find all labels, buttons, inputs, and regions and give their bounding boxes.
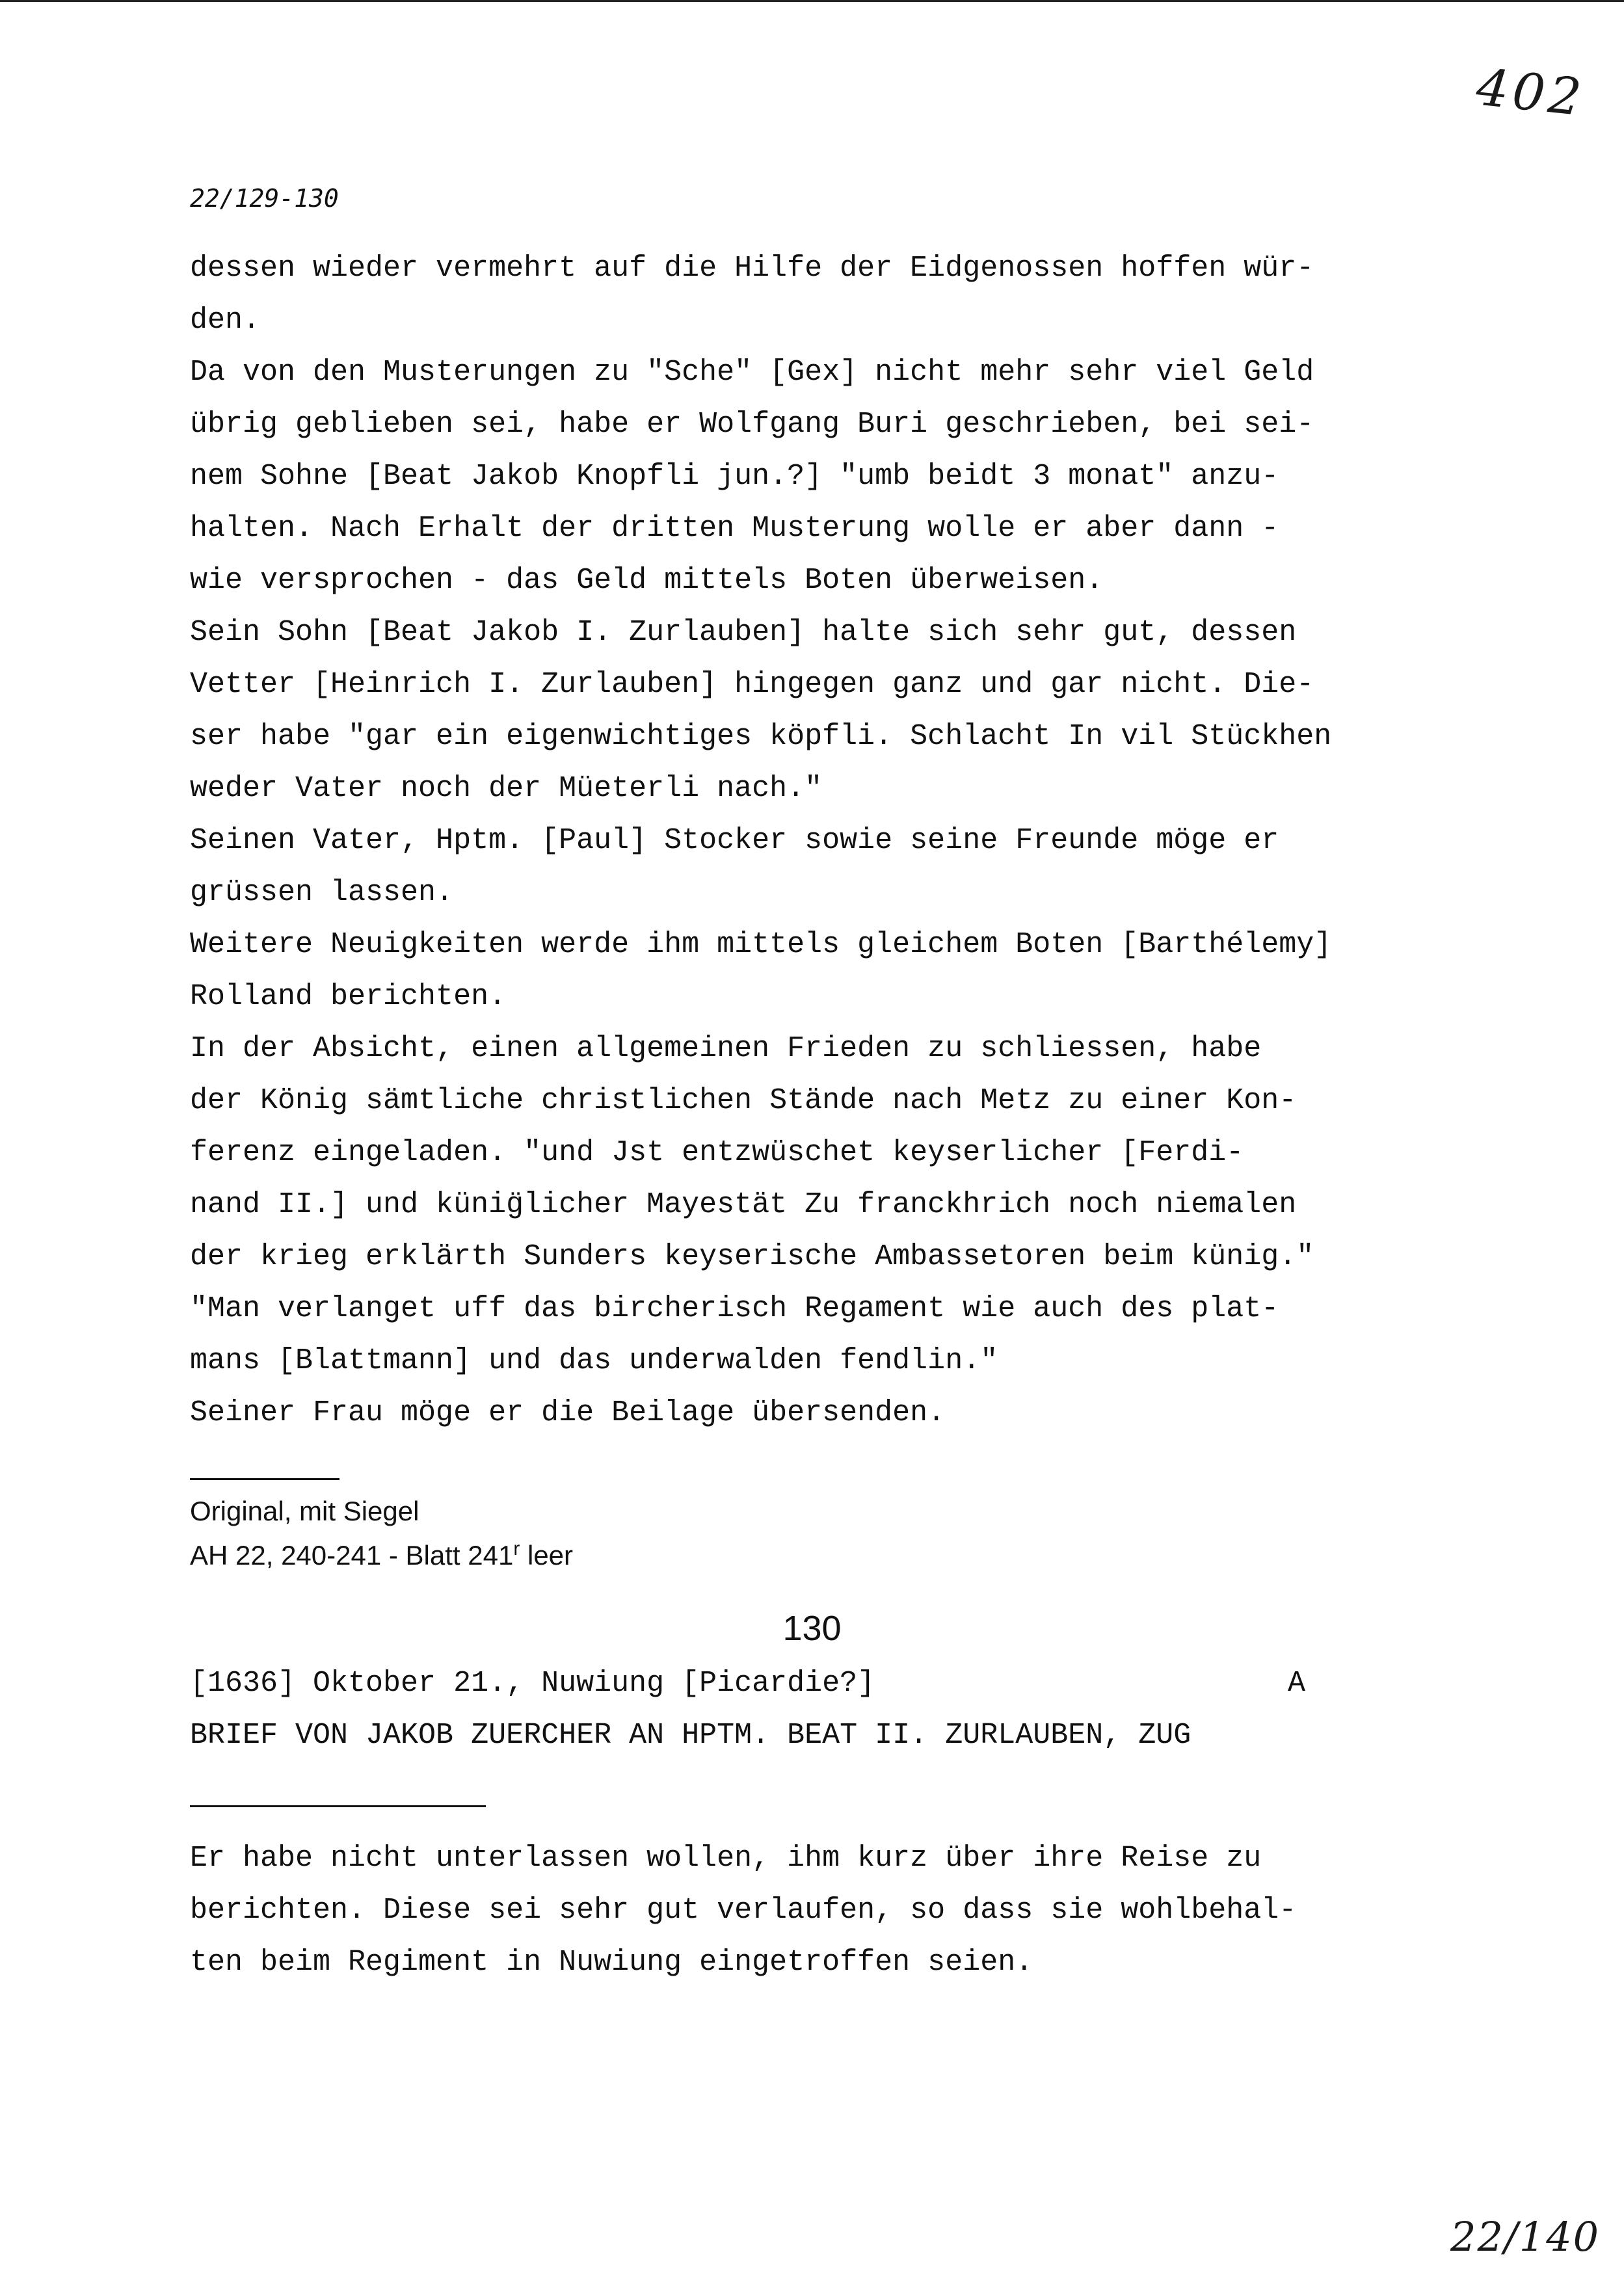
source-original: Original, mit Siegel (190, 1496, 419, 1526)
recto-marker: r (513, 1538, 520, 1559)
body-line: "Man verlanget uff das bircherisch Regament wie auch des plat- (190, 1292, 1279, 1325)
document-classification: A (1288, 1667, 1306, 1700)
body-line: Seiner Frau möge er die Beilage übersenden. (190, 1396, 946, 1429)
body-line: halten. Nach Erhalt der dritten Musterung wolle er aber dann - (190, 512, 1279, 545)
body-line: der König sämtliche christlichen Stände nach Metz zu einer Kon- (190, 1084, 1297, 1117)
body-line: Rolland berichten. (190, 980, 507, 1013)
letter-summary (190, 1833, 1491, 1989)
archive-reference: 22/129-130 (190, 184, 339, 213)
body-line: dessen wieder vermehrt auf die Hilfe der Eidgenossen hoffen wür- (190, 252, 1314, 285)
body-line: wie versprochen - das Geld mittels Boten überweisen. (190, 564, 1104, 597)
body-line: Seinen Vater, Hptm. [Paul] Stocker sowie seine Freunde möge er (190, 824, 1279, 857)
footnote-divider (190, 1478, 339, 1480)
body-line: weder Vater noch der Müeterli nach." (190, 772, 823, 805)
body-line: ferenz eingeladen. "und Jst entzwüschet keyserlicher [Ferdi- (190, 1136, 1244, 1169)
body-line: grüssen lassen. (190, 876, 454, 909)
body-line: nand II.] und künig̈licher Mayestät Zu franckhrich noch niemalen (190, 1188, 1297, 1221)
document-date-place: [1636] Oktober 21., Nuwiung [Picardie?] (190, 1667, 875, 1700)
source-folio (190, 1530, 573, 1574)
source-folio-text: AH 22, 240-241 - Blatt 241 (190, 1540, 514, 1571)
body-line: ser habe "gar ein eigenwichtiges köpfli. Schlacht In vil Stückhen (190, 720, 1332, 753)
body-line: Weitere Neuigkeiten werde ihm mittels gleichem Boten [Barthélemy] (190, 928, 1332, 961)
body-line: Sein Sohn [Beat Jakob I. Zurlauben] halte sich sehr gut, dessen (190, 616, 1297, 649)
summary-line: berichten. Diese sei sehr gut verlaufen, so dass sie wohlbehal- (190, 1894, 1297, 1927)
document-number: 130 (782, 1609, 842, 1648)
body-line: mans [Blattmann] und das underwalden fendlin." (190, 1344, 998, 1377)
document-title: BRIEF VON JAKOB ZUERCHER AN HPTM. BEAT II. ZURLAUBEN, ZUG (190, 1719, 1191, 1752)
body-line: den. (190, 304, 261, 337)
title-divider (190, 1805, 486, 1807)
body-line: Da von den Musterungen zu "Sche" [Gex] nicht mehr sehr viel Geld (190, 356, 1314, 389)
handwritten-archive-ref: 22/140 (1450, 2213, 1601, 2260)
letter-summary-continued (190, 243, 1491, 1439)
handwritten-page-number: 402 (1473, 58, 1588, 128)
summary-line: Er habe nicht unterlassen wollen, ihm kurz über ihre Reise zu (190, 1842, 1262, 1875)
body-line: nem Sohne [Beat Jakob Knopfli jun.?] "umb beidt 3 monat" anzu- (190, 460, 1279, 493)
source-folio-suffix: leer (520, 1540, 574, 1571)
body-line: Vetter [Heinrich I. Zurlauben] hingegen ganz und gar nicht. Die- (190, 668, 1314, 701)
body-line: In der Absicht, einen allgemeinen Frieden zu schliessen, habe (190, 1032, 1262, 1065)
body-line: der krieg erklärth Sunders keyserische Ambassetoren beim künig." (190, 1240, 1314, 1273)
summary-line: ten beim Regiment in Nuwiung eingetroffen seien. (190, 1946, 1033, 1979)
source-note (190, 1492, 573, 1574)
body-line: übrig geblieben sei, habe er Wolfgang Buri geschrieben, bei sei- (190, 408, 1314, 441)
